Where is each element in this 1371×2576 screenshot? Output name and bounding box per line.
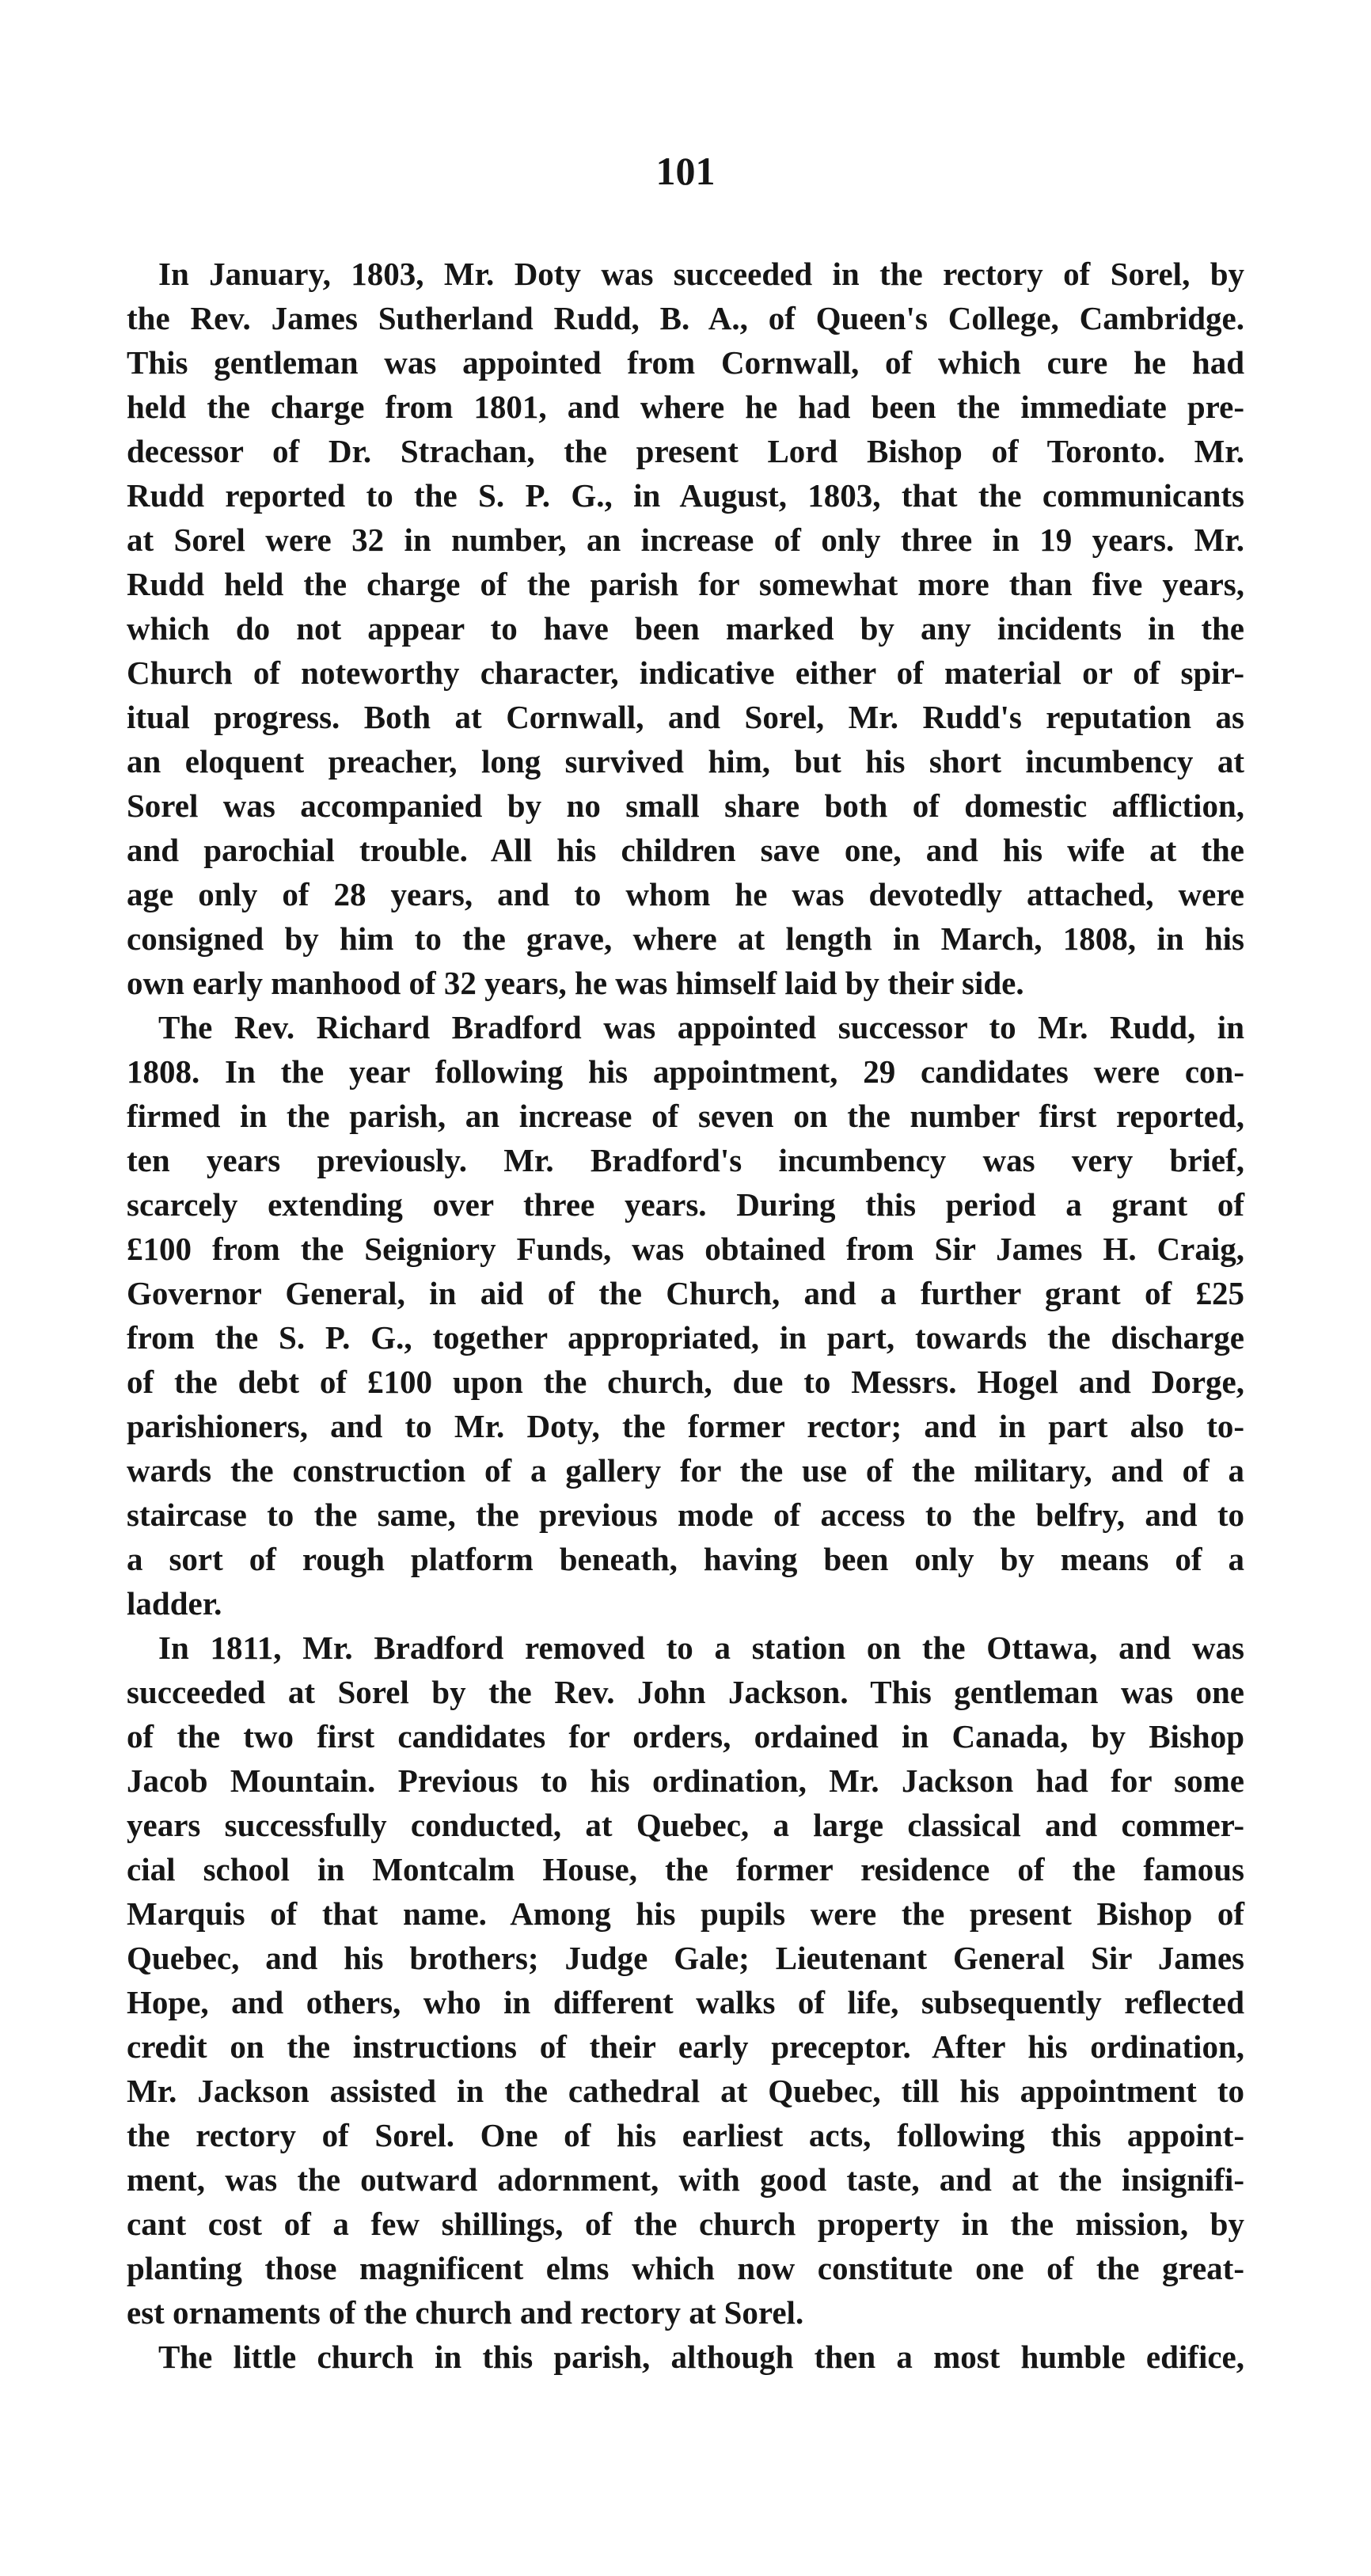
text-line: Governor General, in aid of the Church, and a further grant of £25 — [127, 1275, 1244, 1311]
text-line: which do not appear to have been marked by any incidents in the — [127, 610, 1244, 647]
text-line: the Rev. James Sutherland Rudd, B. A., of Queen's College, Cambridge. — [127, 300, 1244, 336]
text-line: Rudd held the charge of the parish for somewhat more than five years, — [127, 566, 1244, 602]
text-line: ladder. — [127, 1585, 222, 1622]
text-line: at Sorel were 32 in number, an increase of only three in 19 years. Mr. — [127, 522, 1244, 558]
text-line: an eloquent preacher, long survived him, but his short incumbency at — [127, 743, 1244, 780]
text-line: a sort of rough platform beneath, having been only by means of a — [127, 1541, 1244, 1577]
paragraph-3 — [127, 1626, 1244, 2335]
text-line: of the two first candidates for orders, ordained in Canada, by Bishop — [127, 1718, 1244, 1755]
text-line: firmed in the parish, an increase of seven on the number first reported, — [127, 1098, 1244, 1134]
text-line: cant cost of a few shillings, of the church property in the mission, by — [127, 2206, 1244, 2242]
text-line: cial school in Montcalm House, the former residence of the famous — [127, 1851, 1244, 1887]
text-line: and parochial trouble. All his children save one, and his wife at the — [127, 832, 1244, 868]
text-line: ment, was the outward adornment, with good taste, and at the insignifi- — [127, 2161, 1244, 2198]
text-line: Rudd reported to the S. P. G., in August, 1803, that the communicants — [127, 477, 1244, 514]
text-line: Hope, and others, who in different walks of life, subsequently reflected — [127, 1984, 1244, 2020]
text-line: est ornaments of the church and rectory at Sorel. — [127, 2294, 804, 2331]
text-line: The Rev. Richard Bradford was appointed successor to Mr. Rudd, in — [158, 1009, 1244, 1045]
text-line: credit on the instructions of their early preceptor. After his ordination, — [127, 2028, 1244, 2065]
text-line: decessor of Dr. Strachan, the present Lord Bishop of Toronto. Mr. — [127, 433, 1244, 469]
text-line: age only of 28 years, and to whom he was devotedly attached, were — [127, 876, 1244, 912]
text-line: from the S. P. G., together appropriated, in part, towards the discharge — [127, 1319, 1244, 1356]
text-line: wards the construction of a gallery for the use of the military, and of a — [127, 1452, 1244, 1489]
text-line: In 1811, Mr. Bradford removed to a station on the Ottawa, and was — [158, 1629, 1244, 1666]
text-line: 1808. In the year following his appointment, 29 candidates were con- — [127, 1053, 1244, 1090]
text-line: succeeded at Sorel by the Rev. John Jackson. This gentleman was one — [127, 1674, 1244, 1710]
text-line: This gentleman was appointed from Cornwall, of which cure he had — [127, 344, 1244, 381]
text-line: The little church in this parish, although then a most humble edifice, — [158, 2339, 1244, 2375]
text-line: years successfully conducted, at Quebec, a large classical and commer- — [127, 1807, 1244, 1843]
text-line: Mr. Jackson assisted in the cathedral at Quebec, till his appointment to — [127, 2073, 1244, 2109]
text-line: parishioners, and to Mr. Doty, the former rector; and in part also to- — [127, 1408, 1244, 1444]
text-line: In January, 1803, Mr. Doty was succeeded in the rectory of Sorel, by — [158, 256, 1244, 292]
paragraph-2 — [127, 1005, 1244, 1626]
text-line: Church of noteworthy character, indicative either of material or of spir- — [127, 654, 1244, 691]
page-number: 101 — [655, 149, 716, 193]
text-line: Marquis of that name. Among his pupils were the present Bishop of — [127, 1895, 1244, 1932]
text-line: Quebec, and his brothers; Judge Gale; Lieutenant General Sir James — [127, 1940, 1244, 1976]
text-line: consigned by him to the grave, where at length in March, 1808, in his — [127, 920, 1244, 957]
text-line: the rectory of Sorel. One of his earliest acts, following this appoint- — [127, 2117, 1244, 2153]
text-line: held the charge from 1801, and where he had been the immediate pre- — [127, 389, 1244, 425]
text-line: Sorel was accompanied by no small share both of domestic affliction, — [127, 787, 1244, 824]
body-text — [127, 252, 1244, 2379]
text-line: itual progress. Both at Cornwall, and Sorel, Mr. Rudd's reputation as — [127, 699, 1244, 735]
text-line: scarcely extending over three years. During this period a grant of — [127, 1186, 1244, 1223]
text-line: Jacob Mountain. Previous to his ordination, Mr. Jackson had for some — [127, 1762, 1244, 1799]
text-line: £100 from the Seigniory Funds, was obtained from Sir James H. Craig, — [127, 1231, 1244, 1267]
text-line: staircase to the same, the previous mode of access to the belfry, and to — [127, 1497, 1244, 1533]
text-line: own early manhood of 32 years, he was himself laid by their side. — [127, 965, 1024, 1001]
text-line: ten years previously. Mr. Bradford's incumbency was very brief, — [127, 1142, 1244, 1178]
text-line: of the debt of £100 upon the church, due to Messrs. Hogel and Dorge, — [127, 1364, 1244, 1400]
paragraph-1 — [127, 252, 1244, 1005]
paragraph-4 — [127, 2335, 1244, 2379]
text-line: planting those magnificent elms which now constitute one of the great- — [127, 2250, 1244, 2286]
